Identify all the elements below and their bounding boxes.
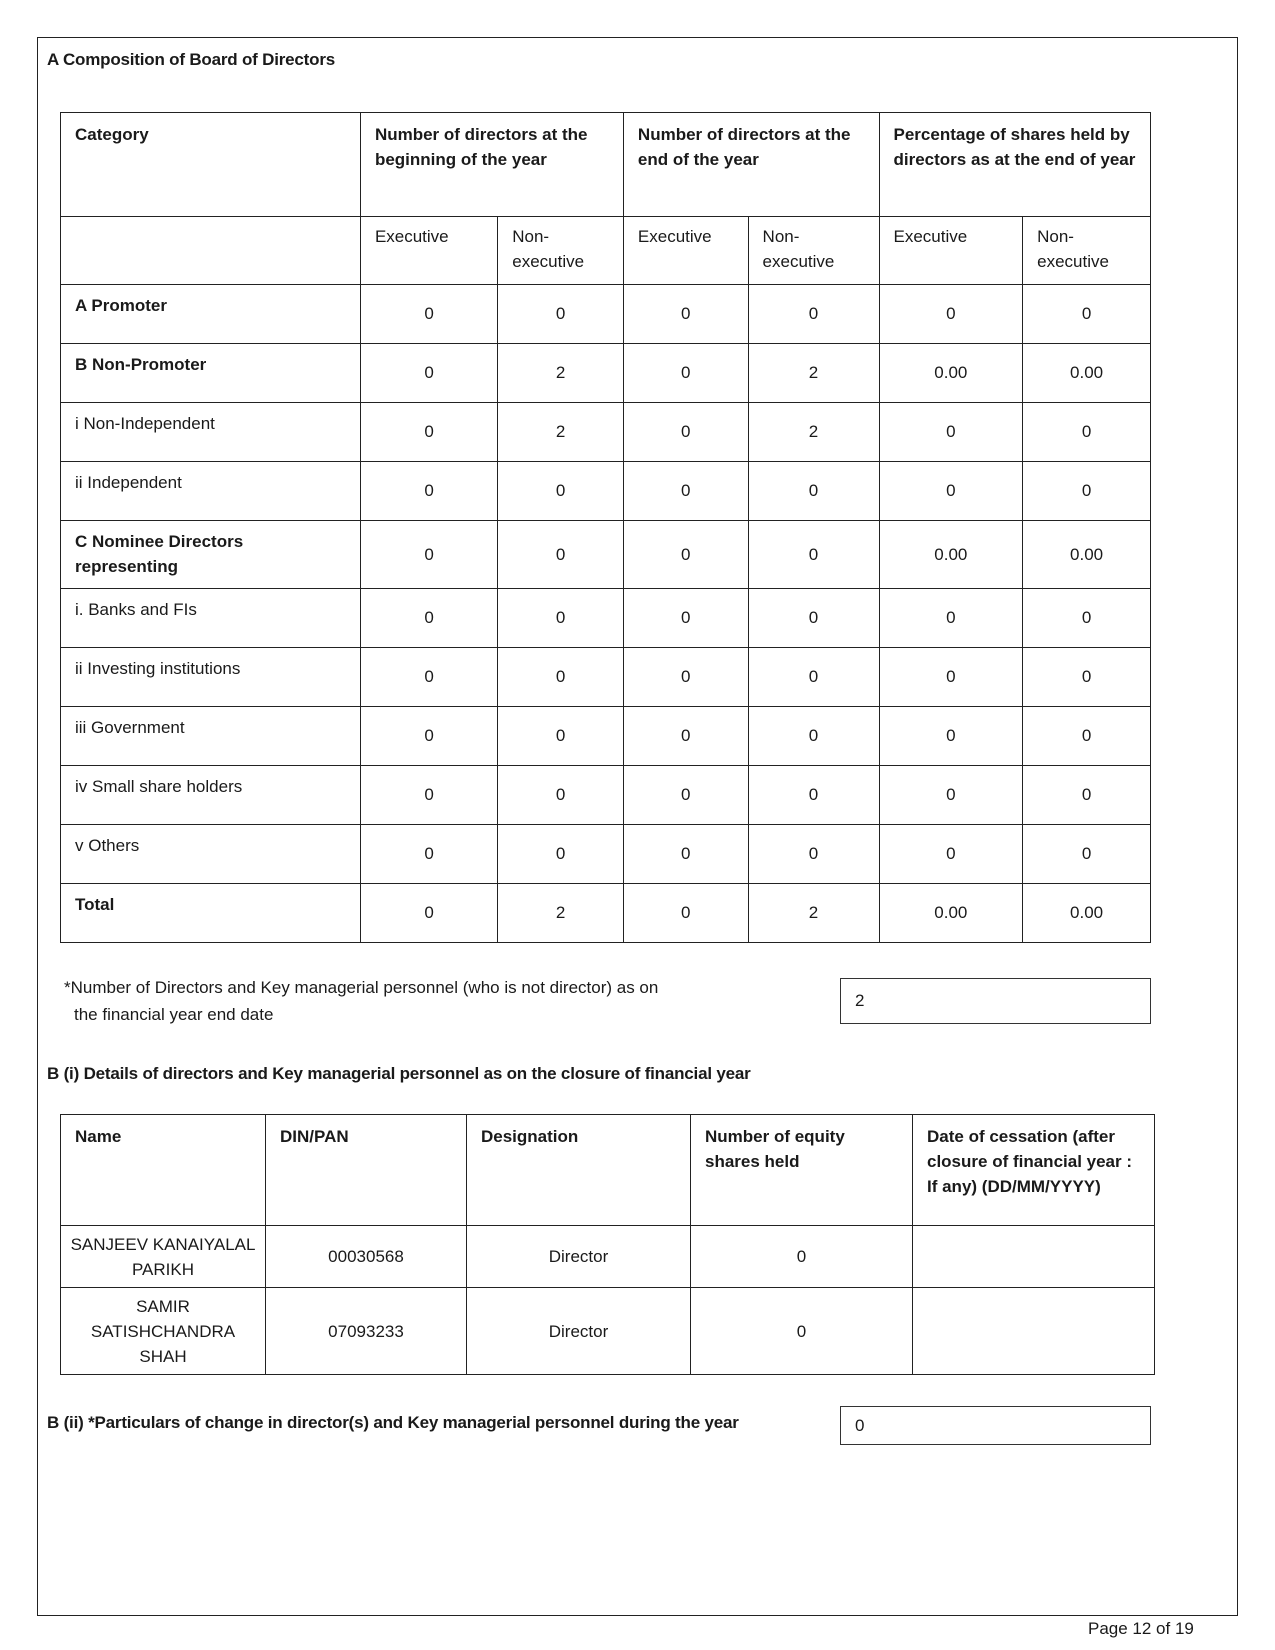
pct-non-executive-value: 0.00: [1023, 884, 1151, 943]
board-composition-table: [60, 112, 1151, 943]
end-non-executive-value: 0: [748, 285, 879, 344]
section-b-i-title: B (i) Details of directors and Key managerial personnel as on the closure of financial year: [47, 1064, 751, 1083]
composition-row: [61, 707, 1151, 766]
pct-non-executive-value: 0.00: [1023, 521, 1151, 589]
header-designation: Designation: [467, 1115, 691, 1226]
kmp-count-label: [64, 974, 764, 1028]
subheader-non-executive: Non-executive: [498, 217, 624, 285]
pct-non-executive-value: 0: [1023, 766, 1151, 825]
kmp-count-label-line1: *Number of Directors and Key managerial personnel (who is not director) as on: [64, 978, 659, 997]
begin-executive-value: 0: [360, 884, 497, 943]
composition-row: [61, 403, 1151, 462]
end-executive-value: 0: [623, 462, 748, 521]
pct-executive-value: 0.00: [879, 521, 1023, 589]
header-name: Name: [61, 1115, 266, 1226]
subheader-executive: Executive: [360, 217, 497, 285]
director-cessation-date: [913, 1288, 1155, 1375]
end-non-executive-value: 0: [748, 707, 879, 766]
composition-row: [61, 462, 1151, 521]
header-cessation-date: Date of cessation (after closure of financial year : If any) (DD/MM/YYYY): [913, 1115, 1155, 1226]
begin-non-executive-value: 2: [498, 884, 624, 943]
pct-executive-value: 0: [879, 766, 1023, 825]
details-header-row: [61, 1115, 1155, 1226]
pct-executive-value: 0.00: [879, 344, 1023, 403]
pct-non-executive-value: 0: [1023, 285, 1151, 344]
begin-non-executive-value: 2: [498, 344, 624, 403]
composition-row: [61, 344, 1151, 403]
end-non-executive-value: 0: [748, 521, 879, 589]
director-row: [61, 1226, 1155, 1288]
pct-executive-value: 0: [879, 648, 1023, 707]
begin-non-executive-value: 0: [498, 707, 624, 766]
pct-executive-value: 0: [879, 707, 1023, 766]
begin-executive-value: 0: [360, 344, 497, 403]
pct-executive-value: 0.00: [879, 884, 1023, 943]
header-row: [61, 113, 1151, 217]
composition-row: [61, 521, 1151, 589]
begin-executive-value: 0: [360, 766, 497, 825]
category-label: i. Banks and FIs: [61, 589, 361, 648]
kmp-change-count-field[interactable]: 0: [840, 1406, 1151, 1445]
composition-row: [61, 825, 1151, 884]
kmp-count-field[interactable]: 2: [840, 978, 1151, 1024]
begin-executive-value: 0: [360, 589, 497, 648]
director-row: [61, 1288, 1155, 1375]
begin-executive-value: 0: [360, 462, 497, 521]
begin-executive-value: 0: [360, 707, 497, 766]
begin-non-executive-value: 0: [498, 766, 624, 825]
director-designation: Director: [467, 1226, 691, 1288]
pct-non-executive-value: 0: [1023, 589, 1151, 648]
director-equity-shares: 0: [691, 1226, 913, 1288]
begin-non-executive-value: 0: [498, 589, 624, 648]
end-executive-value: 0: [623, 521, 748, 589]
category-label: A Promoter: [61, 285, 361, 344]
director-name: SANJEEV KANAIYALAL PARIKH: [61, 1226, 266, 1288]
end-non-executive-value: 0: [748, 589, 879, 648]
pct-executive-value: 0: [879, 462, 1023, 521]
pct-non-executive-value: 0: [1023, 462, 1151, 521]
director-cessation-date: [913, 1226, 1155, 1288]
end-non-executive-value: 2: [748, 344, 879, 403]
category-label: ii Investing institutions: [61, 648, 361, 707]
subheader-non-executive: Non-executive: [748, 217, 879, 285]
pct-non-executive-value: 0.00: [1023, 344, 1151, 403]
end-executive-value: 0: [623, 766, 748, 825]
end-executive-value: 0: [623, 884, 748, 943]
category-label: C Nominee Directors representing: [61, 521, 361, 589]
pct-executive-value: 0: [879, 825, 1023, 884]
begin-non-executive-value: 0: [498, 825, 624, 884]
end-non-executive-value: 2: [748, 884, 879, 943]
header-category: Category: [61, 113, 361, 217]
composition-row: [61, 648, 1151, 707]
pct-non-executive-value: 0: [1023, 825, 1151, 884]
end-executive-value: 0: [623, 403, 748, 462]
subheader-empty: [61, 217, 361, 285]
subheader-executive: Executive: [879, 217, 1023, 285]
pct-executive-value: 0: [879, 589, 1023, 648]
director-designation: Director: [467, 1288, 691, 1375]
end-non-executive-value: 0: [748, 766, 879, 825]
header-percentage-shares: Percentage of shares held by directors as at the end of year: [879, 113, 1151, 217]
pct-executive-value: 0: [879, 403, 1023, 462]
end-executive-value: 0: [623, 825, 748, 884]
header-din-pan: DIN/PAN: [266, 1115, 467, 1226]
begin-non-executive-value: 0: [498, 521, 624, 589]
begin-executive-value: 0: [360, 648, 497, 707]
header-beginning-of-year: Number of directors at the beginning of the year: [360, 113, 623, 217]
end-non-executive-value: 0: [748, 462, 879, 521]
subheader-non-executive: Non-executive: [1023, 217, 1151, 285]
page-number: Page 12 of 19: [1088, 1619, 1194, 1638]
begin-executive-value: 0: [360, 403, 497, 462]
end-executive-value: 0: [623, 648, 748, 707]
begin-non-executive-value: 0: [498, 648, 624, 707]
section-b-ii-label: B (ii) *Particulars of change in director(s) and Key managerial personnel during the year: [47, 1413, 739, 1432]
end-executive-value: 0: [623, 344, 748, 403]
begin-non-executive-value: 0: [498, 285, 624, 344]
composition-row: [61, 766, 1151, 825]
category-label: B Non-Promoter: [61, 344, 361, 403]
pct-non-executive-value: 0: [1023, 707, 1151, 766]
header-end-of-year: Number of directors at the end of the year: [623, 113, 879, 217]
category-label: v Others: [61, 825, 361, 884]
end-non-executive-value: 2: [748, 403, 879, 462]
category-label: iii Government: [61, 707, 361, 766]
end-executive-value: 0: [623, 285, 748, 344]
director-din-pan: 00030568: [266, 1226, 467, 1288]
begin-executive-value: 0: [360, 521, 497, 589]
director-equity-shares: 0: [691, 1288, 913, 1375]
end-non-executive-value: 0: [748, 648, 879, 707]
begin-non-executive-value: 0: [498, 462, 624, 521]
subheader-row: [61, 217, 1151, 285]
pct-non-executive-value: 0: [1023, 648, 1151, 707]
category-label: ii Independent: [61, 462, 361, 521]
pct-non-executive-value: 0: [1023, 403, 1151, 462]
begin-executive-value: 0: [360, 285, 497, 344]
end-executive-value: 0: [623, 707, 748, 766]
directors-details-table: [60, 1114, 1155, 1375]
board-composition-body: [61, 285, 1151, 943]
begin-executive-value: 0: [360, 825, 497, 884]
section-a-title: A Composition of Board of Directors: [47, 50, 335, 69]
category-label: iv Small share holders: [61, 766, 361, 825]
kmp-count-label-line2: the financial year end date: [74, 1005, 274, 1024]
header-equity-shares: Number of equity shares held: [691, 1115, 913, 1226]
pct-executive-value: 0: [879, 285, 1023, 344]
director-din-pan: 07093233: [266, 1288, 467, 1375]
end-executive-value: 0: [623, 589, 748, 648]
category-label: Total: [61, 884, 361, 943]
subheader-executive: Executive: [623, 217, 748, 285]
end-non-executive-value: 0: [748, 825, 879, 884]
composition-row: [61, 884, 1151, 943]
category-label: i Non-Independent: [61, 403, 361, 462]
composition-row: [61, 285, 1151, 344]
composition-row: [61, 589, 1151, 648]
director-name: SAMIR SATISHCHANDRA SHAH: [61, 1288, 266, 1375]
begin-non-executive-value: 2: [498, 403, 624, 462]
